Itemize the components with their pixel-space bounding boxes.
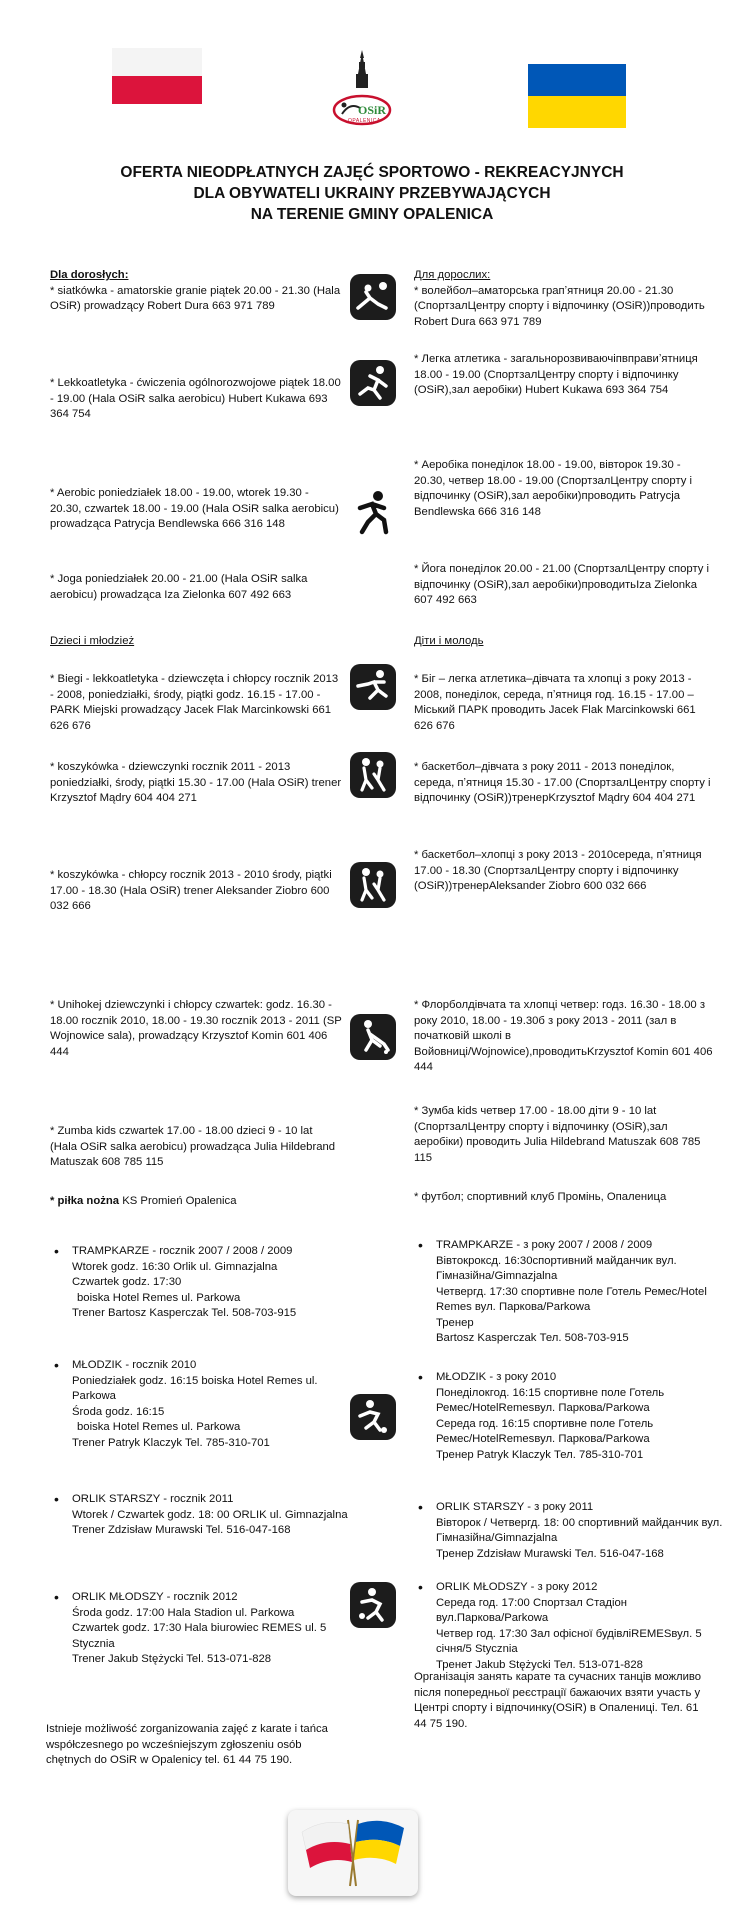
group-line: Środa godz. 16:15 [72, 1405, 165, 1418]
ua-zumba-text: * Зумба kids четвер 17.00 - 18.00 діти 9 - 10 lat (СпортзалЦентру спорту і відпочинку (OSiR),зал аеробіки) проводить Julia Hildebrand Matuszak 608 785 115 [414, 1105, 701, 1164]
ukraine-flag [528, 64, 626, 128]
list-item [72, 1590, 364, 1668]
ua-adults-header: Для дорослих: [414, 269, 491, 281]
pl-football-group-list [50, 1590, 364, 1668]
pl-athletics-text: * Lekkoatletyka - ćwiczenia ogólnorozwojowe piątek 18.00 - 19.00 (Hala OSiR salka aerobicu) Hubert Kukawa 693 364 754 [50, 377, 341, 421]
pl-zumba-text: * Zumba kids czwartek 17.00 - 18.00 dzieci 9 - 10 lat (Hala OSiR salka aerobicu) prowadząca Julia Hildebrand Matuszak 608 785 115 [50, 1125, 336, 1169]
group-line: Trener Bartosz Kasperczak Tel. 508-703-915 [72, 1307, 297, 1320]
group-line: • ORLIK MŁODSZY - з року 2012 [436, 1581, 598, 1593]
ua-running-text: * Біг – легка атлетика–дівчата та хлопці з року 2013 - 2008, понеділок, середа, пʼятниця год. 16.15 - 17.00 –Міський ПАРК проводить Jacek Flak Marcinkowski 661 626 676 [414, 673, 696, 732]
ua-yoga-text: * Йога понеділок 20.00 - 21.00 (СпортзалЦентру спорту і відпочинку (OSiR),зал аеробіки)проводитьIza Zielonka 607 492 663 [414, 563, 710, 607]
group-line: Тренер [436, 1316, 474, 1329]
group-line: Trener Jakub Stężycki Tel. 513-071-828 [72, 1653, 272, 1666]
basketball-icon [350, 862, 396, 908]
page-title [40, 163, 704, 226]
group-line: Wtorek / Czwartek godz. 18: 00 ORLIK ul. Gimnazjalna [72, 1508, 348, 1521]
group-line: Wtorek godz. 16:30 Orlik ul. Gimnazjalna [72, 1260, 278, 1273]
ua-football-group-list [414, 1580, 736, 1673]
list-item [436, 1370, 736, 1463]
pl-running-text: * Biegi - lekkoatletyka - dziewczęta i chłopcy rocznik 2013 - 2008, poniedziałki, środy, piątki godz. 16.15 - 17.00 - PARK Miejski prowadzący Jacek Flak Marcinkowski 661 626 676 [50, 673, 339, 732]
pl-basketball-boys-text: * koszykówka - chłopcy rocznik 2013 - 2010 środy, piątki 17.00 - 18.30 (Hala OSiR) trener Aleksander Ziobro 600 032 666 [50, 869, 332, 913]
pl-football-label: * piłka nożna [50, 1195, 120, 1207]
ua-floorball-text: * Флорболдівчата та хлопці четвер: годз. 16.30 - 18.00 з року 2010, 18.00 - 19.30б з року 2013 - 2011 (зал в початковій школі в Войовниці/Wojnowice),проводитьKrzysztof Komin 601 406 444 [414, 999, 713, 1074]
ua-aerobic-text: * Аеробіка понеділок 18.00 - 19.00, вівторок 19.30 - 20.30, четвер 18.00 - 19.00 (СпортзалЦентру спорту і відпочинку (OSiR),зал аеробіки)проводить Patrycja Bendlewska 666 316 148 [414, 459, 693, 518]
group-line: Четвер год. 17:30 Зал офісної будівліREMESвул. 5 січня/5 Stycznia [436, 1627, 702, 1656]
group-line: • ORLIK MŁODSZY - rocznik 2012 [72, 1591, 238, 1603]
group-line: Trener Patryk Klaczyk Tel. 785-310-701 [72, 1436, 270, 1449]
ua-basketball-boys-text: * баскетбол–хлопці з року 2013 - 2010середа, пʼятниця 17.00 - 18.30 (СпортзалЦентру спорту і відпочинку (OSiR))тренерAleksander Ziobro 600 032 666 [414, 849, 702, 893]
group-line: • MŁODZIK - з року 2010 [436, 1371, 557, 1383]
list-item [72, 1492, 364, 1539]
group-line: • TRAMPKARZE - з року 2007 / 2008 / 2009 [436, 1239, 653, 1251]
pl-closing-text: Istnieje możliwość zorganizowania zajęć z karate i tańca współczesnego po wcześniejszym zgłoszeniu osób chętnych do OSiR w Opalenicy tel. 61 44 75 190. [46, 1723, 328, 1767]
group-line: Czwartek godz. 17:30 [72, 1276, 182, 1289]
group-line: Тренет Jakub Stężycki Тел. 513-071-828 [436, 1658, 643, 1671]
group-line: • ORLIK STARSZY - з року 2011 [436, 1501, 594, 1513]
poland-flag [112, 48, 202, 104]
group-line: • TRAMPKARZE - rocznik 2007 / 2008 / 2009 [72, 1245, 293, 1257]
volleyball-icon [350, 274, 396, 320]
group-line: Тренер Zdzisław Murawski Тел. 516-047-168 [436, 1547, 664, 1560]
pl-basketball-girls-text: * koszykówka - dziewczynki rocznik 2011 - 2013 poniedziałki, środy, piątki 15.30 - 17.00 (Hala OSiR) trener Krzysztof Mądry 604 404 271 [50, 761, 342, 805]
group-line: Bartosz Kasperczak Тел. 508-703-915 [436, 1332, 629, 1345]
pl-football-header [50, 1194, 342, 1210]
group-line: Poniedziałek godz. 16:15 boiska Hotel Remes ul. Parkowa [72, 1374, 318, 1403]
group-line: Вівтокроксд. 16:30спортивний майданчик вул. Гімназійна/Gimnazjalna [436, 1254, 677, 1283]
poland-ukraine-flags-emblem [288, 1810, 418, 1896]
group-line: Понеділокгод. 16:15 спортивне поле Готель Ремес/HotelRemesвул. Паркова/Parkowa [436, 1386, 665, 1415]
pl-adults-section [50, 268, 342, 315]
floorball-icon [350, 1014, 396, 1060]
ua-athletics-text: * Легка атлетика - загальнорозвиваючіпвправиʼятниця 18.00 - 19.00 (СпортзалЦентру спорту і відпочинку (OSiR),зал аеробіки) Hubert Kukawa 693 364 754 [414, 353, 698, 397]
list-item [72, 1358, 364, 1451]
pl-football-group-list [50, 1244, 364, 1322]
ua-kids-header: Діти і молодь [414, 635, 484, 647]
group-line: Środa godz. 17:00 Hala Stadion ul. Parkowa [72, 1606, 295, 1619]
pl-volleyball-text: * siatkówka - amatorskie granie piątek 20.00 - 21.30 (Hala OSiR) prowadzący Robert Dura 663 971 789 [50, 284, 341, 313]
ua-football-group-list [414, 1500, 736, 1562]
list-item [436, 1238, 736, 1347]
basketball-icon [350, 752, 396, 798]
pl-yoga-text: * Joga poniedziałek 20.00 - 21.00 (Hala OSiR salka aerobicu) prowadząca Iza Zielonka 607 492 663 [50, 573, 308, 601]
ua-volleyball-text: * волейбол–аматорська грапʼятниця 20.00 - 21.30 (СпортзалЦентру спорту і відпочинку (OSiR))проводить Robert Dura 663 971 789 [414, 284, 705, 328]
group-line: Czwartek godz. 17:30 Hala biurowiec REMES ul. 5 Stycznia [72, 1622, 327, 1650]
pl-unihockey-text: * Unihokej dziewczynki i chłopcy czwartek: godz. 16.30 - 18.00 rocznik 2010, 18.00 - 19.30 rocznik 2013 - 2011 (SP Wojnowice sala), prowadzący Krzysztof Komin 601 406 444 [50, 999, 342, 1058]
pl-kids-header: Dzieci i młodzież [50, 635, 135, 647]
group-line: boiska Hotel Remes ul. Parkowa [77, 1291, 241, 1304]
group-line: • ORLIK STARSZY - rocznik 2011 [72, 1493, 234, 1505]
group-line: Вівторок / Четвергд. 18: 00 спортивний майданчик вул. Гімназійна/Gimnazjalna [436, 1516, 723, 1545]
ua-closing-text: Організація занять карате та сучасних танців можливо після попередньої реєстрації бажаючих взяти участь у Центрі спорту і відпочинку(OSiR) в Опалениці. Тел. 61 44 75 190. [414, 1671, 702, 1730]
list-item [72, 1244, 364, 1322]
football-icon [350, 1394, 396, 1440]
list-item [436, 1500, 736, 1562]
ua-basketball-girls-text: * баскетбол–дівчата з року 2011 - 2013 понеділок, середа, пʼятниця 15.30 - 17.00 (СпортзалЦентру спорту і відпочинку (OSiR))тренерKrzysztof Mądry 604 404 271 [414, 761, 711, 805]
running-icon [350, 664, 396, 710]
group-line: boiska Hotel Remes ul. Parkowa [77, 1421, 241, 1434]
title-line: NA TERENIE GMINY OPALENICA [250, 205, 494, 223]
pl-football-group-list [50, 1358, 364, 1451]
pl-football-group-list [50, 1492, 364, 1539]
pl-football-club: KS Promień Opalenica [119, 1195, 237, 1207]
group-line: Середа год. 17:00 Спортзал Стадіон вул.Паркова/Parkowa [436, 1596, 628, 1625]
athletics-icon [350, 360, 396, 406]
ua-adults-section [414, 268, 714, 330]
ua-football-header: * футбол; спортивний клуб Промінь, Опаленица [414, 1191, 667, 1203]
aerobic-icon [348, 488, 398, 538]
logo-text: OSiR [358, 103, 387, 117]
ua-football-group-list [414, 1238, 736, 1347]
group-line: Trener Zdzisław Murawski Tel. 516-047-168 [72, 1524, 291, 1537]
title-line: DLA OBYWATELI UKRAINY PRZEBYWAJĄCYCH [193, 184, 551, 202]
title-line: OFERTA NIEODPŁATNYCH ZAJĘĆ SPORTOWO - REKREACYJNYCH [120, 164, 624, 181]
group-line: Тренер Patryk Klaczyk Тел. 785-310-701 [436, 1448, 644, 1461]
ua-football-group-list [414, 1370, 736, 1463]
list-item [436, 1580, 736, 1673]
group-line: Середа год. 16:15 спортивне поле Готель Ремес/HotelRemesвул. Паркова/Parkowa [436, 1417, 654, 1446]
group-line: Четвергд. 17:30 спортивне поле Готель Ремес/Hotel Remes вул. Паркова/Parkowa [436, 1285, 707, 1314]
logo-subtext: OPALENICA [348, 118, 381, 124]
group-line: • MŁODZIK - rocznik 2010 [72, 1359, 197, 1371]
football-icon [350, 1582, 396, 1628]
pl-aerobic-text: * Aerobic poniedziałek 18.00 - 19.00, wtorek 19.30 - 20.30, czwartek 18.00 - 19.00 (Hala OSiR salka aerobicu) prowadząca Patrycja Bendlewska 666 316 148 [50, 487, 339, 531]
osir-logo [330, 48, 394, 132]
pl-adults-header: Dla dorosłych: [50, 269, 129, 281]
